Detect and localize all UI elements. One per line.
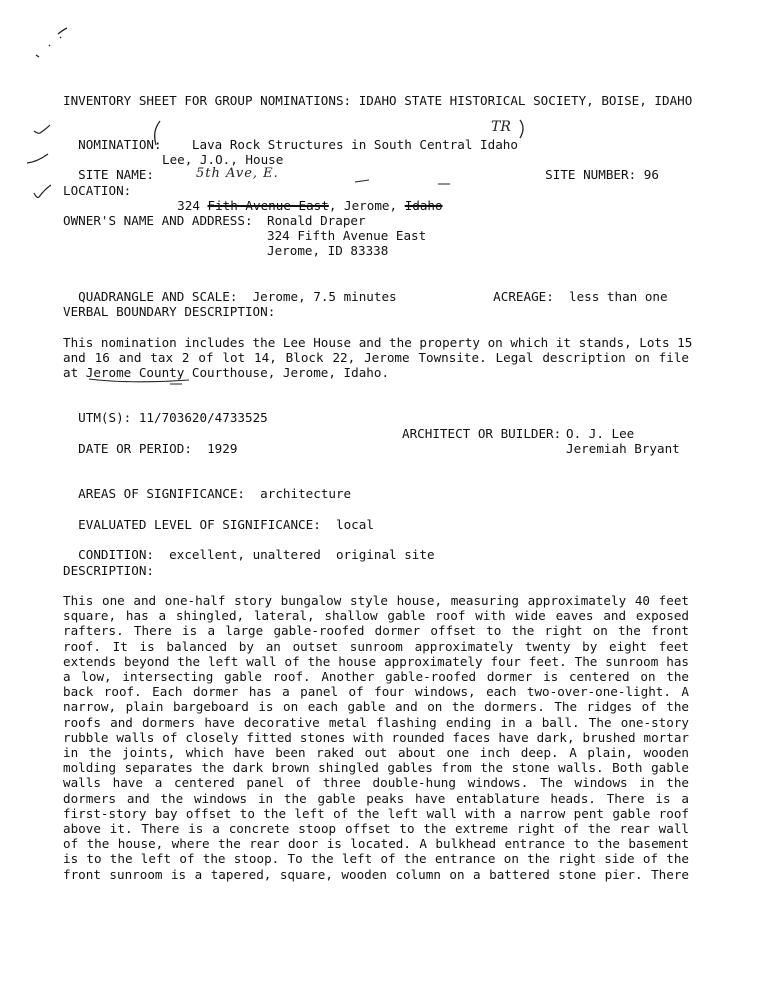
description-line: extends beyond the left wall of the house approximately four feet. The sunroom has — [63, 653, 689, 669]
site-name-value: Lee, J.O., House — [162, 152, 284, 167]
date-value: 1929 — [207, 441, 238, 457]
areas-label: AREAS OF SIGNIFICANCE: — [78, 486, 245, 502]
description-line: walls have a centered panel of three double-hung windows. The windows in the — [63, 775, 689, 791]
checkmark-site-name — [27, 154, 48, 163]
description-line: first-story bay offset to the left of the left wall with a narrow pent gable roof — [63, 805, 689, 821]
checkmark-nomination — [34, 125, 50, 133]
site-number-label: SITE NUMBER: — [545, 167, 637, 183]
acreage-label: ACREAGE: — [493, 289, 554, 305]
description-line: This one and one-half story bungalow style house, measuring approximately 40 feet — [63, 593, 689, 608]
site-number-value: 96 — [643, 167, 659, 183]
description-line: narrow, plain bargeboard is on each gable and on the dormers. The ridges of the — [63, 699, 689, 715]
condition-label: CONDITION: — [78, 547, 154, 563]
boundary-line: This nomination includes the Lee House and the property on which it stands, Lots 15 — [63, 335, 693, 350]
level-value: local — [335, 517, 374, 533]
corner-mark-2 — [36, 45, 50, 57]
description-paragraph — [63, 593, 689, 882]
boundary-label: VERBAL BOUNDARY DESCRIPTION: — [63, 304, 276, 319]
nomination-label: NOMINATION: — [78, 137, 162, 153]
nomination-close-paren — [520, 120, 523, 138]
location-value — [162, 183, 443, 213]
description-line: square, has a shingled, lateral, shallow gable roof with wide eaves and exposed — [63, 608, 689, 624]
owner-line-2: 324 Fifth Avenue East — [267, 228, 427, 243]
checkmark-location — [34, 185, 51, 198]
description-line: rubble walls of closely fitted stones with rounded faces have dark, brushed mortar — [63, 729, 689, 745]
owner-line-1: Ronald Draper — [267, 213, 366, 228]
condition-value: excellent, unaltered original site — [169, 547, 435, 563]
location-number: 324 — [177, 198, 200, 214]
description-line: is to the left of the stoop. To the left of the entrance on the right side of the — [63, 851, 689, 867]
owner-line-3: Jerome, ID 83338 — [267, 243, 389, 258]
location-state-struck: Idaho — [404, 198, 443, 214]
description-line: above it. There is a concrete stoop offset to the extreme right of the rear wall — [63, 821, 689, 837]
description-line: back roof. Each dormer has a panel of four windows, each two-over-one-light. A — [63, 684, 689, 700]
description-line: dormers and the windows in the gable peaks have entablature heads. There is a — [63, 790, 689, 806]
quadrangle-row — [63, 274, 397, 304]
description-line: molding separates the dark brown shingled gables from the stone walls. Both gable — [63, 760, 689, 776]
date-label: DATE OR PERIOD: — [78, 441, 192, 457]
architect-line-1: O. J. Lee — [566, 426, 635, 441]
date-row — [63, 426, 237, 456]
location-street-struck: Fith Avenue East — [207, 198, 329, 214]
condition-row — [63, 532, 435, 562]
description-line: roofs and dormers have decorative metal flashing ending in a ball. The one-story — [63, 714, 689, 730]
quadrangle-label: QUADRANGLE AND SCALE: — [78, 289, 238, 305]
location-label: LOCATION: — [63, 183, 132, 198]
quadrangle-value: Jerome, 7.5 minutes — [252, 289, 397, 305]
boundary-line: at Jerome County Courthouse, Jerome, Idaho. — [63, 365, 390, 381]
areas-row — [63, 471, 351, 501]
utm-value: 11/703620/4733525 — [138, 410, 268, 426]
acreage-value: less than one — [569, 289, 668, 305]
nomination-value: Lava Rock Structures in South Central Idaho — [191, 137, 518, 153]
site-name-label: SITE NAME: — [78, 167, 154, 183]
owner-label: OWNER'S NAME AND ADDRESS: — [63, 213, 253, 228]
location-city: , Jerome, — [328, 198, 398, 214]
description-line: rafters. There is a large gable-roofed dormer offset to the right on the front — [63, 623, 689, 639]
description-line: of the house, where the rear door is located. A bulkhead entrance to the basement — [63, 836, 689, 852]
description-label: DESCRIPTION: — [63, 563, 154, 578]
corner-mark — [58, 28, 67, 38]
level-label: EVALUATED LEVEL OF SIGNIFICANCE: — [78, 517, 321, 533]
utm-label: UTM(S): — [78, 410, 132, 426]
level-row — [63, 502, 374, 532]
areas-value: architecture — [260, 486, 352, 502]
location-hand-note: 5th Ave, E. — [196, 166, 279, 181]
site-name-row — [63, 152, 154, 182]
boundary-paragraph — [63, 335, 693, 381]
architect-line-2: Jeremiah Bryant — [566, 441, 680, 456]
document-header: INVENTORY SHEET FOR GROUP NOMINATIONS: IDAHO STATE HISTORICAL SOCIETY, BOISE, IDAHO — [63, 93, 693, 108]
description-line: in the joints, which have been raked out about one inch deep. A plain, wooden — [63, 745, 689, 761]
boundary-line: and 16 and tax 2 of lot 14, Block 22, Jerome Townsite. Legal description on file — [63, 350, 689, 366]
description-line: a low, intersecting gable roof. Another gable-roofed dormer is centered on the — [63, 669, 689, 685]
description-line: roof. It is balanced by an outset sunroom approximately twenty by eight feet — [63, 638, 689, 654]
site-number-row — [530, 152, 659, 182]
utm-row — [63, 395, 268, 425]
architect-label: ARCHITECT OR BUILDER: — [402, 426, 562, 441]
description-line: front sunroom is a tapered, square, wooden column on a battered stone pier. There — [63, 866, 689, 882]
nomination-row — [63, 119, 518, 153]
nomination-hand-note: TR — [491, 119, 511, 135]
acreage-row — [478, 274, 668, 304]
